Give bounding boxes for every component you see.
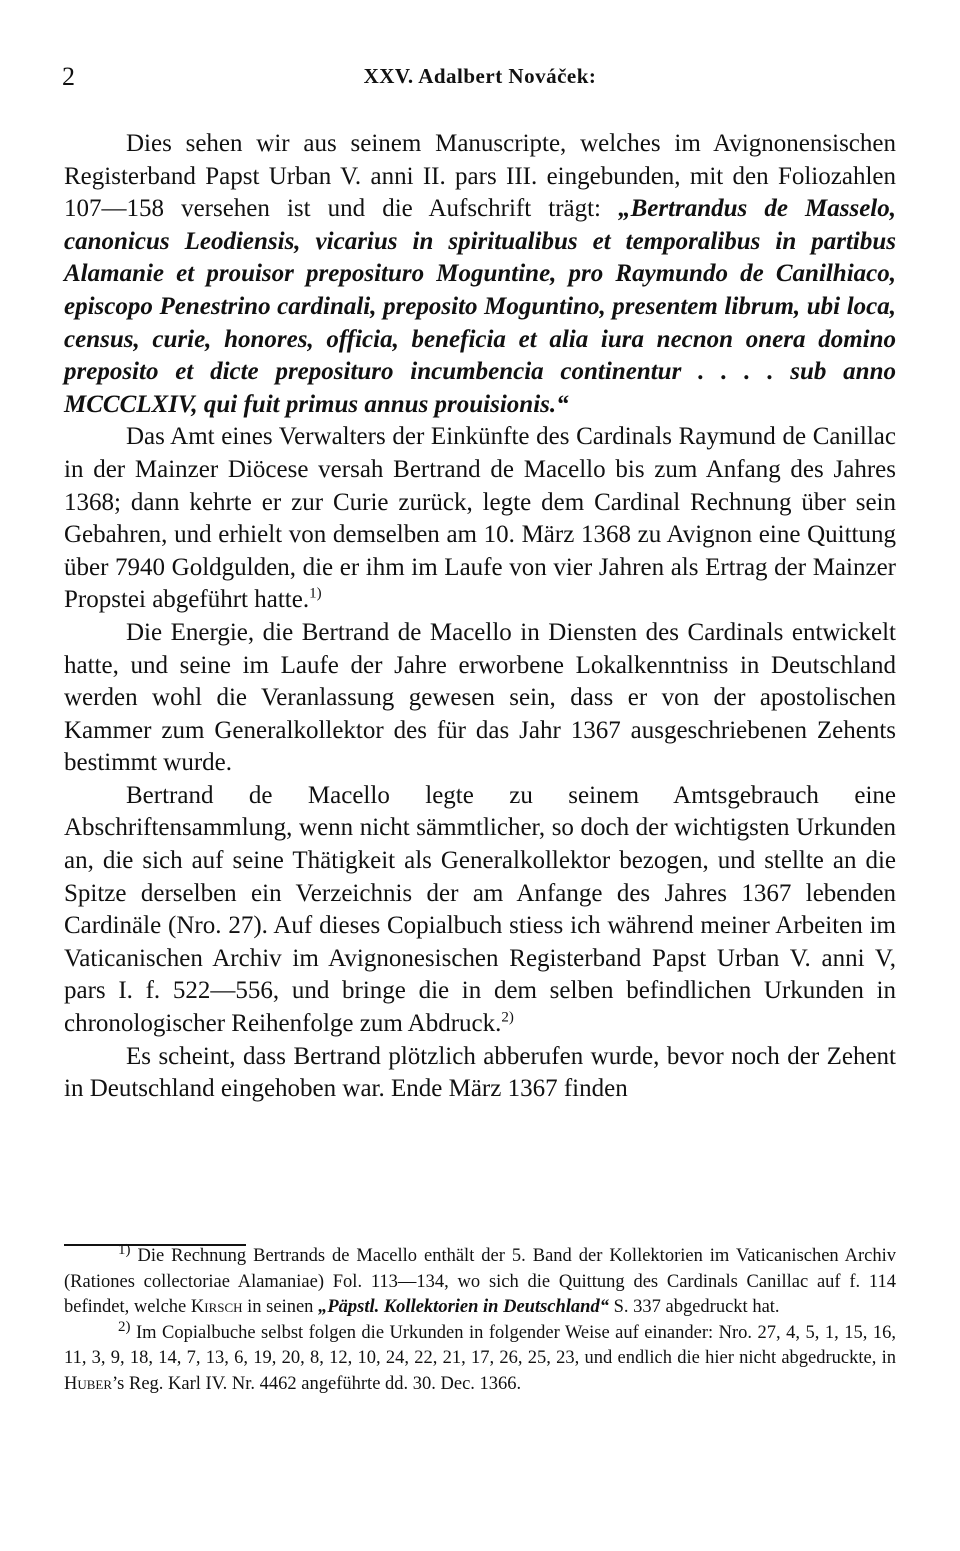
running-title: XXV. Adalbert Nováček:: [363, 64, 597, 88]
footnote-2-text-2: ’s Reg. Karl IV. Nr. 4462 angeführte dd. 30. Dec. 1366.: [112, 1373, 522, 1394]
paragraph-1: [64, 128, 896, 421]
paragraph-5: [64, 1041, 896, 1106]
paragraph-4: [64, 780, 896, 1041]
main-text: [64, 128, 896, 1106]
paragraph-1-text: Dies sehen wir aus seinem Manuscripte, welches im Avignonensischen Registerband Papst Urban V. anni II. pars III. eingebunden, mit den Foliozahlen 107—158 versehen ist und die Aufschrift trägt:: [64, 130, 896, 223]
footnote-ref-2[interactable]: 2): [501, 1009, 514, 1026]
footnote-2-marker: 2): [118, 1318, 131, 1335]
footnote-ref-1[interactable]: 1): [309, 585, 322, 602]
paragraph-4-text: Bertrand de Macello legte zu seinem Amtsgebrauch eine Abschriftensammlung, wenn nicht sämmtlicher, so doch der wichtigsten Urkunden an, die sich auf seine Thätigkeit als Generalkollektor bezogen, und stellte an die Spitze derselben ein Verzeichnis der am Anfange des Jahres 1367 lebenden Cardinäle (Nro. 27). Auf dieses Copialbuch stiess ich während meiner Arbeiten im Vaticanischen Archiv im Avignonesischen Registerband Papst Urban V. anni V, pars I. f. 522—556, und bringe die in dem selben befindlichen Urkunden in chronologischer Reihenfolge zum Abdruck.: [64, 781, 896, 1038]
footnote-1: [64, 1241, 896, 1321]
paragraph-2-text: Das Amt eines Verwalters der Einkünfte des Cardinals Raymund de Canillac in der Mainzer Diöcese versah Bertrand de Macello bis zum Anfang des Jahres 1368; dann kehrte er zur Curie zurück, legte dem Cardinal Rechnung über sein Gebahren, und erhielt von demselben am 10. März 1368 zu Avignon eine Quittung über 7940 Goldgulden, die er ihm im Laufe von vier Jahren als Ertrag der Mainzer Propstei abgeführt hatte.: [64, 423, 896, 614]
footnote-2-author: Huber: [64, 1373, 113, 1394]
footnote-1-author: Kirsch: [190, 1297, 243, 1317]
footnote-1-text-3: S. 337 abgedruckt hat.: [608, 1297, 780, 1317]
paragraph-2: [64, 421, 896, 617]
page-number: 2: [62, 62, 75, 91]
manuscript-inscription-quote: „Bertrandus de Masselo, canonicus Leodiensis, vicarius in spiritualibus et temporalibus in partibus Alamanie et prouisor preposituro Moguntine, pro Raymundo de Canilhiaco, episcopo Penestrino cardinali, preposito Moguntino, presentem librum, ubi loca, census, curie, honores, officia, beneficia et alia iura necnon onera domino preposito et dicte preposituro incumbencia continentur . . . . sub anno MCCCLXIV, qui fuit primus annus prouisionis.“: [64, 195, 896, 418]
paragraph-5-text: Es scheint, dass Bertrand plötzlich abberufen wurde, bevor noch der Zehent in Deutschland eingehoben war. Ende März 1367 finden: [64, 1042, 896, 1103]
paragraph-3-text: Die Energie, die Bertrand de Macello in Diensten des Cardinals entwickelt hatte, und seine im Laufe der Jahre erworbene Lokalkenntniss in Deutschland werden wohl die Veranlassung gewesen sein, dass er von der apostolischen Kammer zum Generalkollektor des für das Jahr 1367 ausgeschriebenen Zehents bestimmt wurde.: [64, 618, 896, 777]
footnote-1-text-2: in seinen: [242, 1297, 319, 1317]
footnote-2: [64, 1318, 896, 1398]
footnote-1-marker: 1): [118, 1241, 131, 1258]
footnote-1-text: Die Rechnung Bertrands de Macello enthält der 5. Band der Kollektorien im Vaticanischen Archiv (Rationes collectoriae Alamaniae) Fol. 113—134, wo sich die Quittung des Cardinals Canillac auf f. 114 befindet, welche: [64, 1246, 896, 1317]
footnote-1-book-title: „Päpstl. Kollektorien in Deutschland“: [318, 1297, 609, 1317]
footnote-2-text: Im Copialbuche selbst folgen die Urkunden in folgender Weise auf einander: Nro. 27, 4, 5, 1, 15, 16, 11, 3, 9, 18, 14, 7, 13, 6, 19, 20, 8, 12, 10, 24, 22, 21, 17, 26, 25, 23, und endlich die hier nicht abgedruckte, in: [64, 1322, 896, 1368]
footnotes: [64, 1241, 896, 1397]
paragraph-3: [64, 617, 896, 780]
running-head: [62, 62, 898, 92]
